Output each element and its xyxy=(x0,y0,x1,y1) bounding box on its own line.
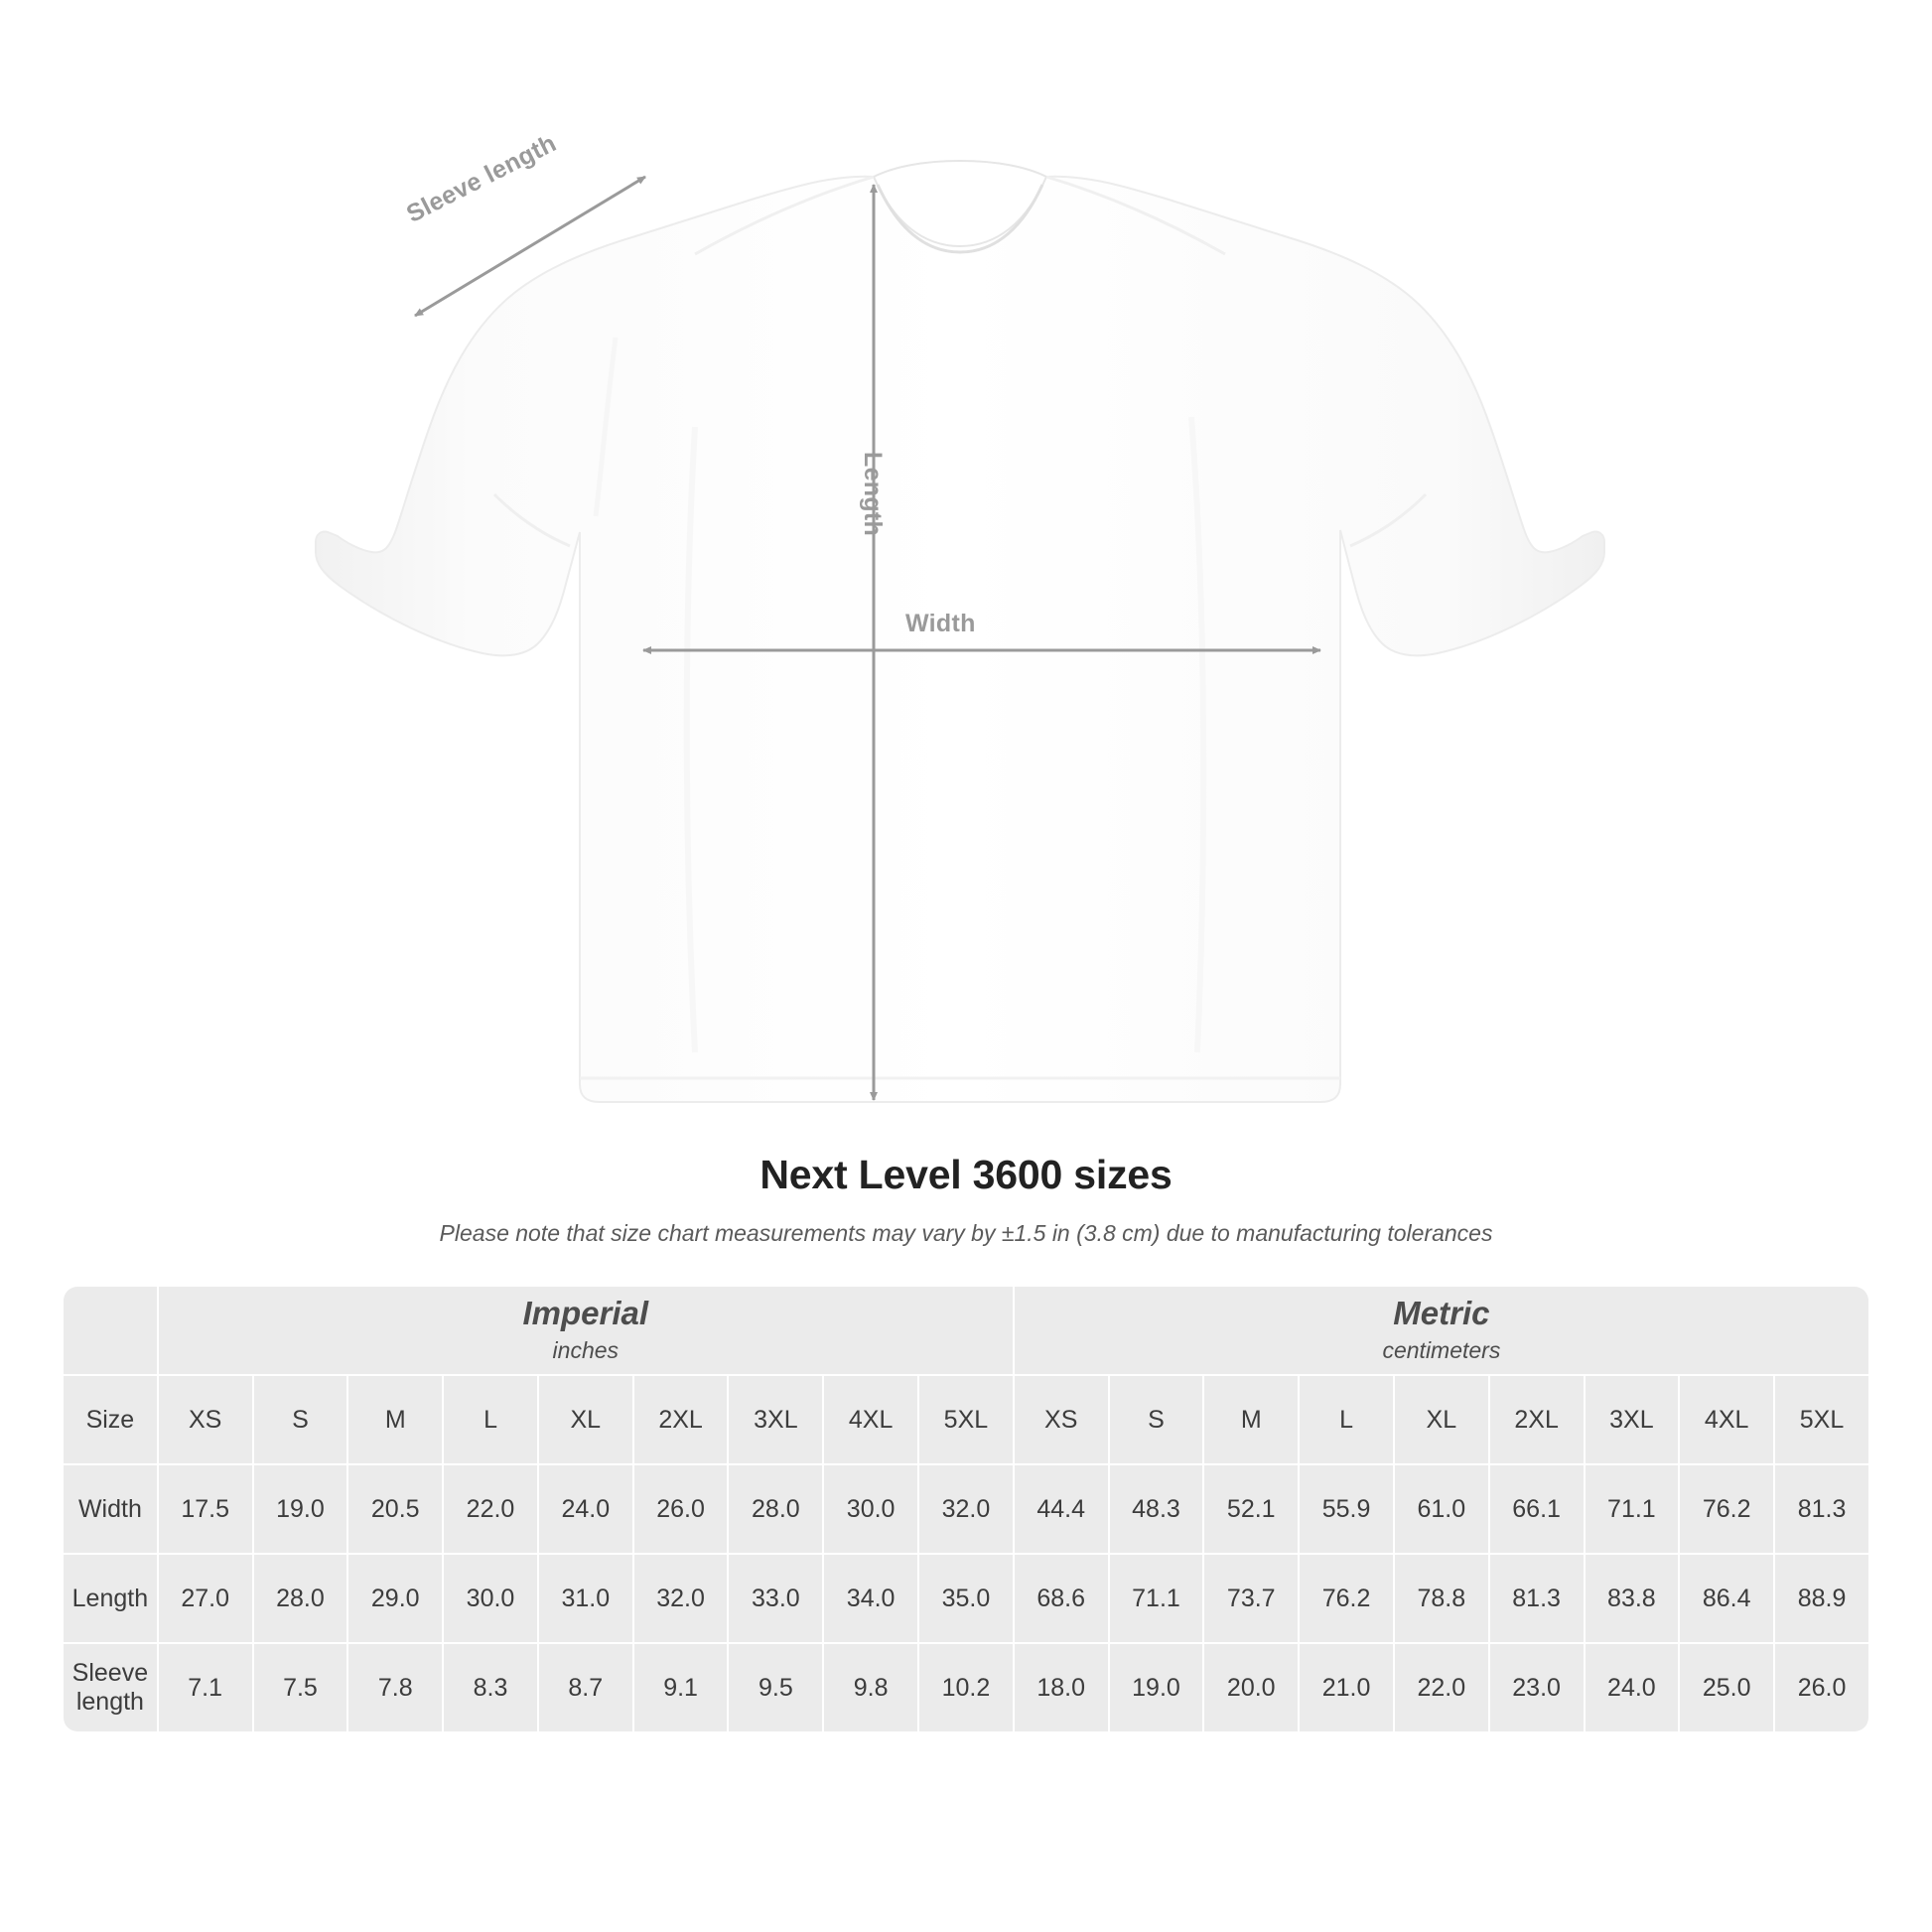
col-head-imperial-xs: XS xyxy=(159,1376,252,1463)
cell-sleeve-metric-4xl: 25.0 xyxy=(1680,1644,1773,1731)
cell-length-imperial-xl: 31.0 xyxy=(539,1555,632,1642)
cell-sleeve-metric-2xl: 23.0 xyxy=(1490,1644,1584,1731)
cell-width-imperial-xl: 24.0 xyxy=(539,1465,632,1553)
col-head-imperial-2xl: 2XL xyxy=(634,1376,728,1463)
table-row xyxy=(64,1555,1868,1642)
cell-width-metric-l: 55.9 xyxy=(1300,1465,1393,1553)
cell-length-imperial-m: 29.0 xyxy=(348,1555,442,1642)
cell-width-metric-s: 48.3 xyxy=(1110,1465,1203,1553)
unit-sub-imperial: inches xyxy=(552,1337,620,1364)
cell-sleeve-imperial-5xl: 10.2 xyxy=(919,1644,1013,1731)
length-label: Length xyxy=(859,452,887,537)
cell-width-imperial-m: 20.5 xyxy=(348,1465,442,1553)
unit-sub-metric: centimeters xyxy=(1382,1337,1501,1364)
cell-length-imperial-xs: 27.0 xyxy=(159,1555,252,1642)
table-row xyxy=(64,1644,1868,1731)
cell-sleeve-metric-m: 20.0 xyxy=(1204,1644,1298,1731)
cell-length-imperial-3xl: 33.0 xyxy=(729,1555,822,1642)
unit-header-imperial xyxy=(159,1287,1013,1374)
tolerance-note: Please note that size chart measurements may vary by ±1.5 in (3.8 cm) due to manufacturing tolerances xyxy=(439,1220,1493,1246)
cell-length-imperial-2xl: 32.0 xyxy=(634,1555,728,1642)
size-corner-label: Size xyxy=(64,1376,157,1463)
cell-length-imperial-4xl: 34.0 xyxy=(824,1555,917,1642)
cell-sleeve-imperial-s: 7.5 xyxy=(254,1644,347,1731)
unit-header-metric xyxy=(1015,1287,1868,1374)
cell-length-metric-4xl: 86.4 xyxy=(1680,1555,1773,1642)
col-head-imperial-l: L xyxy=(444,1376,537,1463)
size-table xyxy=(62,1285,1870,1733)
sleeve-length-label: Sleeve length xyxy=(402,129,561,228)
cell-sleeve-metric-l: 21.0 xyxy=(1300,1644,1393,1731)
unit-name-metric: Metric xyxy=(1393,1295,1490,1332)
col-head-imperial-3xl: 3XL xyxy=(729,1376,822,1463)
cell-width-imperial-2xl: 26.0 xyxy=(634,1465,728,1553)
row-label-width: Width xyxy=(64,1465,157,1553)
col-head-imperial-4xl: 4XL xyxy=(824,1376,917,1463)
cell-width-imperial-4xl: 30.0 xyxy=(824,1465,917,1553)
cell-length-metric-s: 71.1 xyxy=(1110,1555,1203,1642)
cell-sleeve-imperial-2xl: 9.1 xyxy=(634,1644,728,1731)
title-block xyxy=(0,1152,1932,1247)
cell-length-metric-l: 76.2 xyxy=(1300,1555,1393,1642)
cell-sleeve-imperial-xs: 7.1 xyxy=(159,1644,252,1731)
cell-sleeve-metric-xl: 22.0 xyxy=(1395,1644,1488,1731)
table-unit-header-row xyxy=(64,1287,1868,1374)
table-size-header-row xyxy=(64,1376,1868,1463)
cell-length-metric-2xl: 81.3 xyxy=(1490,1555,1584,1642)
cell-length-metric-xs: 68.6 xyxy=(1015,1555,1108,1642)
cell-length-imperial-l: 30.0 xyxy=(444,1555,537,1642)
cell-width-metric-3xl: 71.1 xyxy=(1586,1465,1679,1553)
col-head-metric-3xl: 3XL xyxy=(1586,1376,1679,1463)
col-head-imperial-m: M xyxy=(348,1376,442,1463)
cell-sleeve-imperial-xl: 8.7 xyxy=(539,1644,632,1731)
cell-width-metric-xs: 44.4 xyxy=(1015,1465,1108,1553)
cell-sleeve-metric-xs: 18.0 xyxy=(1015,1644,1108,1731)
cell-width-imperial-s: 19.0 xyxy=(254,1465,347,1553)
col-head-metric-4xl: 4XL xyxy=(1680,1376,1773,1463)
cell-length-metric-m: 73.7 xyxy=(1204,1555,1298,1642)
col-head-imperial-s: S xyxy=(254,1376,347,1463)
cell-width-imperial-5xl: 32.0 xyxy=(919,1465,1013,1553)
cell-width-metric-2xl: 66.1 xyxy=(1490,1465,1584,1553)
cell-length-metric-xl: 78.8 xyxy=(1395,1555,1488,1642)
row-label-sleeve-length: Sleeve length xyxy=(64,1644,157,1731)
col-head-metric-m: M xyxy=(1204,1376,1298,1463)
cell-length-imperial-s: 28.0 xyxy=(254,1555,347,1642)
cell-sleeve-imperial-3xl: 9.5 xyxy=(729,1644,822,1731)
col-head-metric-s: S xyxy=(1110,1376,1203,1463)
cell-width-metric-5xl: 81.3 xyxy=(1775,1465,1868,1553)
unit-header-corner xyxy=(64,1287,157,1374)
col-head-imperial-xl: XL xyxy=(539,1376,632,1463)
cell-length-metric-3xl: 83.8 xyxy=(1586,1555,1679,1642)
size-table-wrapper xyxy=(62,1285,1870,1733)
cell-width-metric-m: 52.1 xyxy=(1204,1465,1298,1553)
cell-width-imperial-3xl: 28.0 xyxy=(729,1465,822,1553)
col-head-metric-xl: XL xyxy=(1395,1376,1488,1463)
col-head-metric-5xl: 5XL xyxy=(1775,1376,1868,1463)
cell-width-imperial-xs: 17.5 xyxy=(159,1465,252,1553)
cell-length-imperial-5xl: 35.0 xyxy=(919,1555,1013,1642)
col-head-metric-2xl: 2XL xyxy=(1490,1376,1584,1463)
unit-name-imperial: Imperial xyxy=(522,1295,649,1332)
row-label-length: Length xyxy=(64,1555,157,1642)
cell-sleeve-imperial-4xl: 9.8 xyxy=(824,1644,917,1731)
cell-sleeve-metric-5xl: 26.0 xyxy=(1775,1644,1868,1731)
cell-sleeve-metric-s: 19.0 xyxy=(1110,1644,1203,1731)
cell-sleeve-metric-3xl: 24.0 xyxy=(1586,1644,1679,1731)
cell-width-metric-xl: 61.0 xyxy=(1395,1465,1488,1553)
col-head-imperial-5xl: 5XL xyxy=(919,1376,1013,1463)
width-label: Width xyxy=(905,610,976,637)
col-head-metric-xs: XS xyxy=(1015,1376,1108,1463)
cell-length-metric-5xl: 88.9 xyxy=(1775,1555,1868,1642)
cell-sleeve-imperial-m: 7.8 xyxy=(348,1644,442,1731)
col-head-metric-l: L xyxy=(1300,1376,1393,1463)
cell-sleeve-imperial-l: 8.3 xyxy=(444,1644,537,1731)
cell-width-metric-4xl: 76.2 xyxy=(1680,1465,1773,1553)
page-title: Next Level 3600 sizes xyxy=(759,1152,1173,1197)
table-row xyxy=(64,1465,1868,1553)
cell-width-imperial-l: 22.0 xyxy=(444,1465,537,1553)
